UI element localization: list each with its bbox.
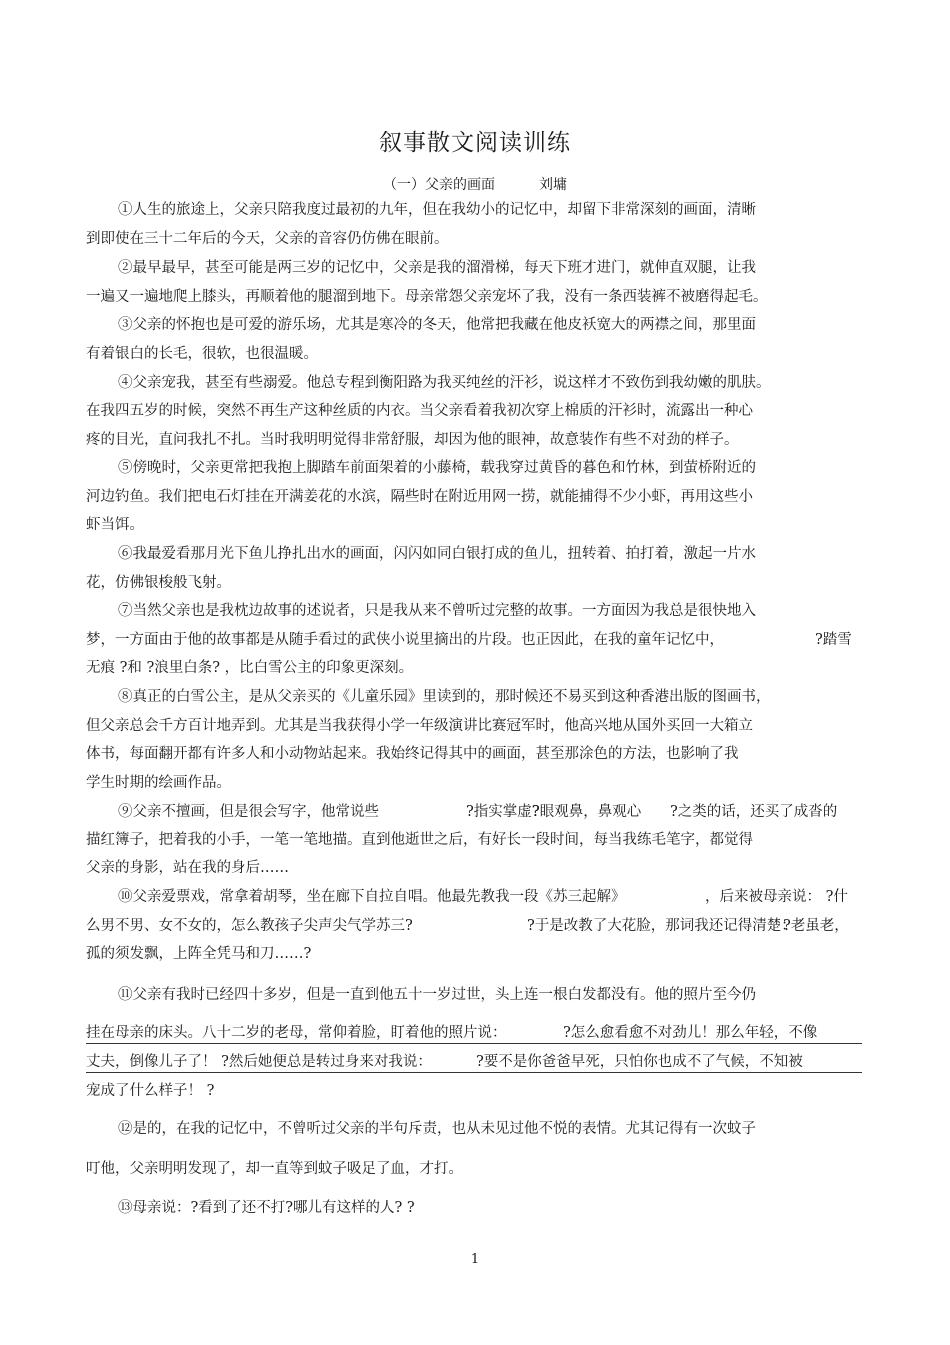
text-fragment: ?于是改教了大花脸，那词我还记得清楚： — [527, 918, 796, 934]
text-line: 学生时期的绘画作品。 — [86, 775, 231, 791]
text-fragment: ?之类的话，还买了成沓的 — [670, 804, 838, 820]
text-fragment: ?眼观鼻，鼻观心 — [532, 804, 642, 820]
text-line: ⑬母亲说：?看到了还不打?哪儿有这样的人? ? — [118, 1200, 415, 1216]
page-number: 1 — [470, 1252, 480, 1267]
text-fragment: ?怎么愈看愈不对劲儿！那么年轻，不像 — [563, 1025, 818, 1041]
text-line: ③父亲的怀抱也是可爱的游乐场，尤其是寒冷的冬天，他常把我藏在他皮袄宽大的两襟之间，那里面 — [118, 317, 756, 333]
text-fragment: ，后来被母亲说： ?什 — [705, 889, 848, 905]
text-line: ⑤傍晚时，父亲更常把我抱上脚踏车前面架着的小藤椅，载我穿过黄昏的暮色和竹林，到萤桥附近的 — [118, 460, 756, 476]
text-fragment: ?老虽老， — [783, 918, 849, 934]
underlined-line: 挂在母亲的床头。八十二岁的老母，常仰着脸，盯着他的照片说： — [86, 1023, 862, 1044]
text-line: 父亲的身影，站在我的身后…… — [86, 860, 289, 876]
text-fragment: ?踏雪 — [815, 632, 852, 648]
text-line: 在我四五岁的时候，突然不再生产这种丝质的内衣。当父亲看着我初次穿上棉质的汗衫时，流露出一种心 — [86, 403, 753, 419]
text-line: 描红簿子，把着我的小手，一笔一笔地描。直到他逝世之后，有好长一段时间，每当我练毛笔字，都觉得 — [86, 832, 753, 848]
text-line: 宠成了什么样子！ ? — [86, 1083, 215, 1099]
document-title: 叙事散文阅读训练 — [379, 130, 571, 156]
text-line: ⑥我最爱看那月光下鱼儿挣扎出水的画面，闪闪如同白银打成的鱼儿，扭转着、拍打着，激起一片水 — [118, 546, 756, 562]
text-fragment: ?指实掌虚? — [466, 804, 540, 820]
text-line: ⑨父亲不擅画，但是很会写字，他常说些 — [118, 804, 379, 820]
text-line: ①人生的旅途上，父亲只陪我度过最初的九年，但在我幼小的记忆中，却留下非常深刻的画面，清晰 — [118, 202, 756, 218]
section-heading: （一）父亲的画面 — [383, 177, 495, 193]
text-line: ⑫是的，在我的记忆中，不曾听过父亲的半句斥责，也从未见过他不悦的表情。尤其记得有一次蚊子 — [118, 1121, 756, 1137]
subtitle — [0, 174, 950, 194]
text-line: 体书，每面翻开都有许多人和小动物站起来。我始终记得其中的画面，甚至那涂色的方法，也影响了我 — [86, 746, 739, 762]
text-line: ⑦当然父亲也是我枕边故事的述说者，只是我从来不曾听过完整的故事。一方面因为我总是很快地入 — [118, 603, 756, 619]
text-line: 叮他，父亲明明发现了，却一直等到蚊子吸足了血，才打。 — [86, 1161, 463, 1177]
text-line: 虾当饵。 — [86, 517, 144, 533]
underlined-line: 丈夫，倒像儿子了！ ?然后她便总是转过身来对我说： — [86, 1052, 862, 1073]
text-line: 花，仿佛银梭般飞射。 — [86, 575, 231, 591]
text-line: ④父亲宠我，甚至有些溺爱。他总专程到衡阳路为我买纯丝的汗衫，说这样才不致伤到我幼嫩的肌肤。 — [118, 375, 771, 391]
text-line: 河边钓鱼。我们把电石灯挂在开满姜花的水滨，隔些时在附近用网一捞，就能捕得不少小虾，再用这些小 — [86, 489, 753, 505]
text-fragment: ?要不是你爸爸早死，只怕你也成不了气候，不知被 — [476, 1054, 803, 1070]
text-line: 疼的目光，直问我扎不扎。当时我明明觉得非常舒服，却因为他的眼神，故意装作有些不对劲的样子。 — [86, 432, 739, 448]
text-line: 无痕 ?和 ?浪里白条? ，比白雪公主的印象更深刻。 — [86, 660, 414, 676]
text-line: 但父亲总会千方百计地弄到。尤其是当我获得小学一年级演讲比赛冠军时，他高兴地从国外买回一大箱立 — [86, 718, 753, 734]
text-line: 孤的须发飘，上阵全凭马和刀……? — [86, 946, 312, 962]
text-line: ②最早最早，甚至可能是两三岁的记忆中，父亲是我的溜滑梯，每天下班才进门，就伸直双腿，让我 — [118, 260, 756, 276]
text-line: 一遍又一遍地爬上膝头，再顺着他的腿溜到地下。母亲常怨父亲宠坏了我，没有一条西装裤不被磨得起毛。 — [86, 289, 768, 305]
text-line: 么男不男、女不女的，怎么教孩子尖声尖气学苏三? — [86, 918, 413, 934]
text-line: 到即使在三十二年后的今天，父亲的音容仍仿佛在眼前。 — [86, 231, 449, 247]
text-line: ⑧真正的白雪公主，是从父亲买的《儿童乐园》里读到的，那时候还不易买到这种香港出版的图画书， — [118, 689, 771, 705]
text-line: 梦，一方面由于他的故事都是从随手看过的武侠小说里摘出的片段。也正因此，在我的童年记忆中， — [86, 632, 724, 648]
text-line: 有着银白的长毛，很软，也很温暖。 — [86, 346, 318, 362]
text-line: ⑩父亲爱票戏，常拿着胡琴，坐在廊下自拉自唱。他最先教我一段《苏三起解》 — [118, 889, 626, 905]
text-line: ⑪父亲有我时已经四十多岁，但是一直到他五十一岁过世，头上连一根白发都没有。他的照片至今仍 — [118, 987, 756, 1003]
author-name: 刘墉 — [539, 177, 567, 193]
